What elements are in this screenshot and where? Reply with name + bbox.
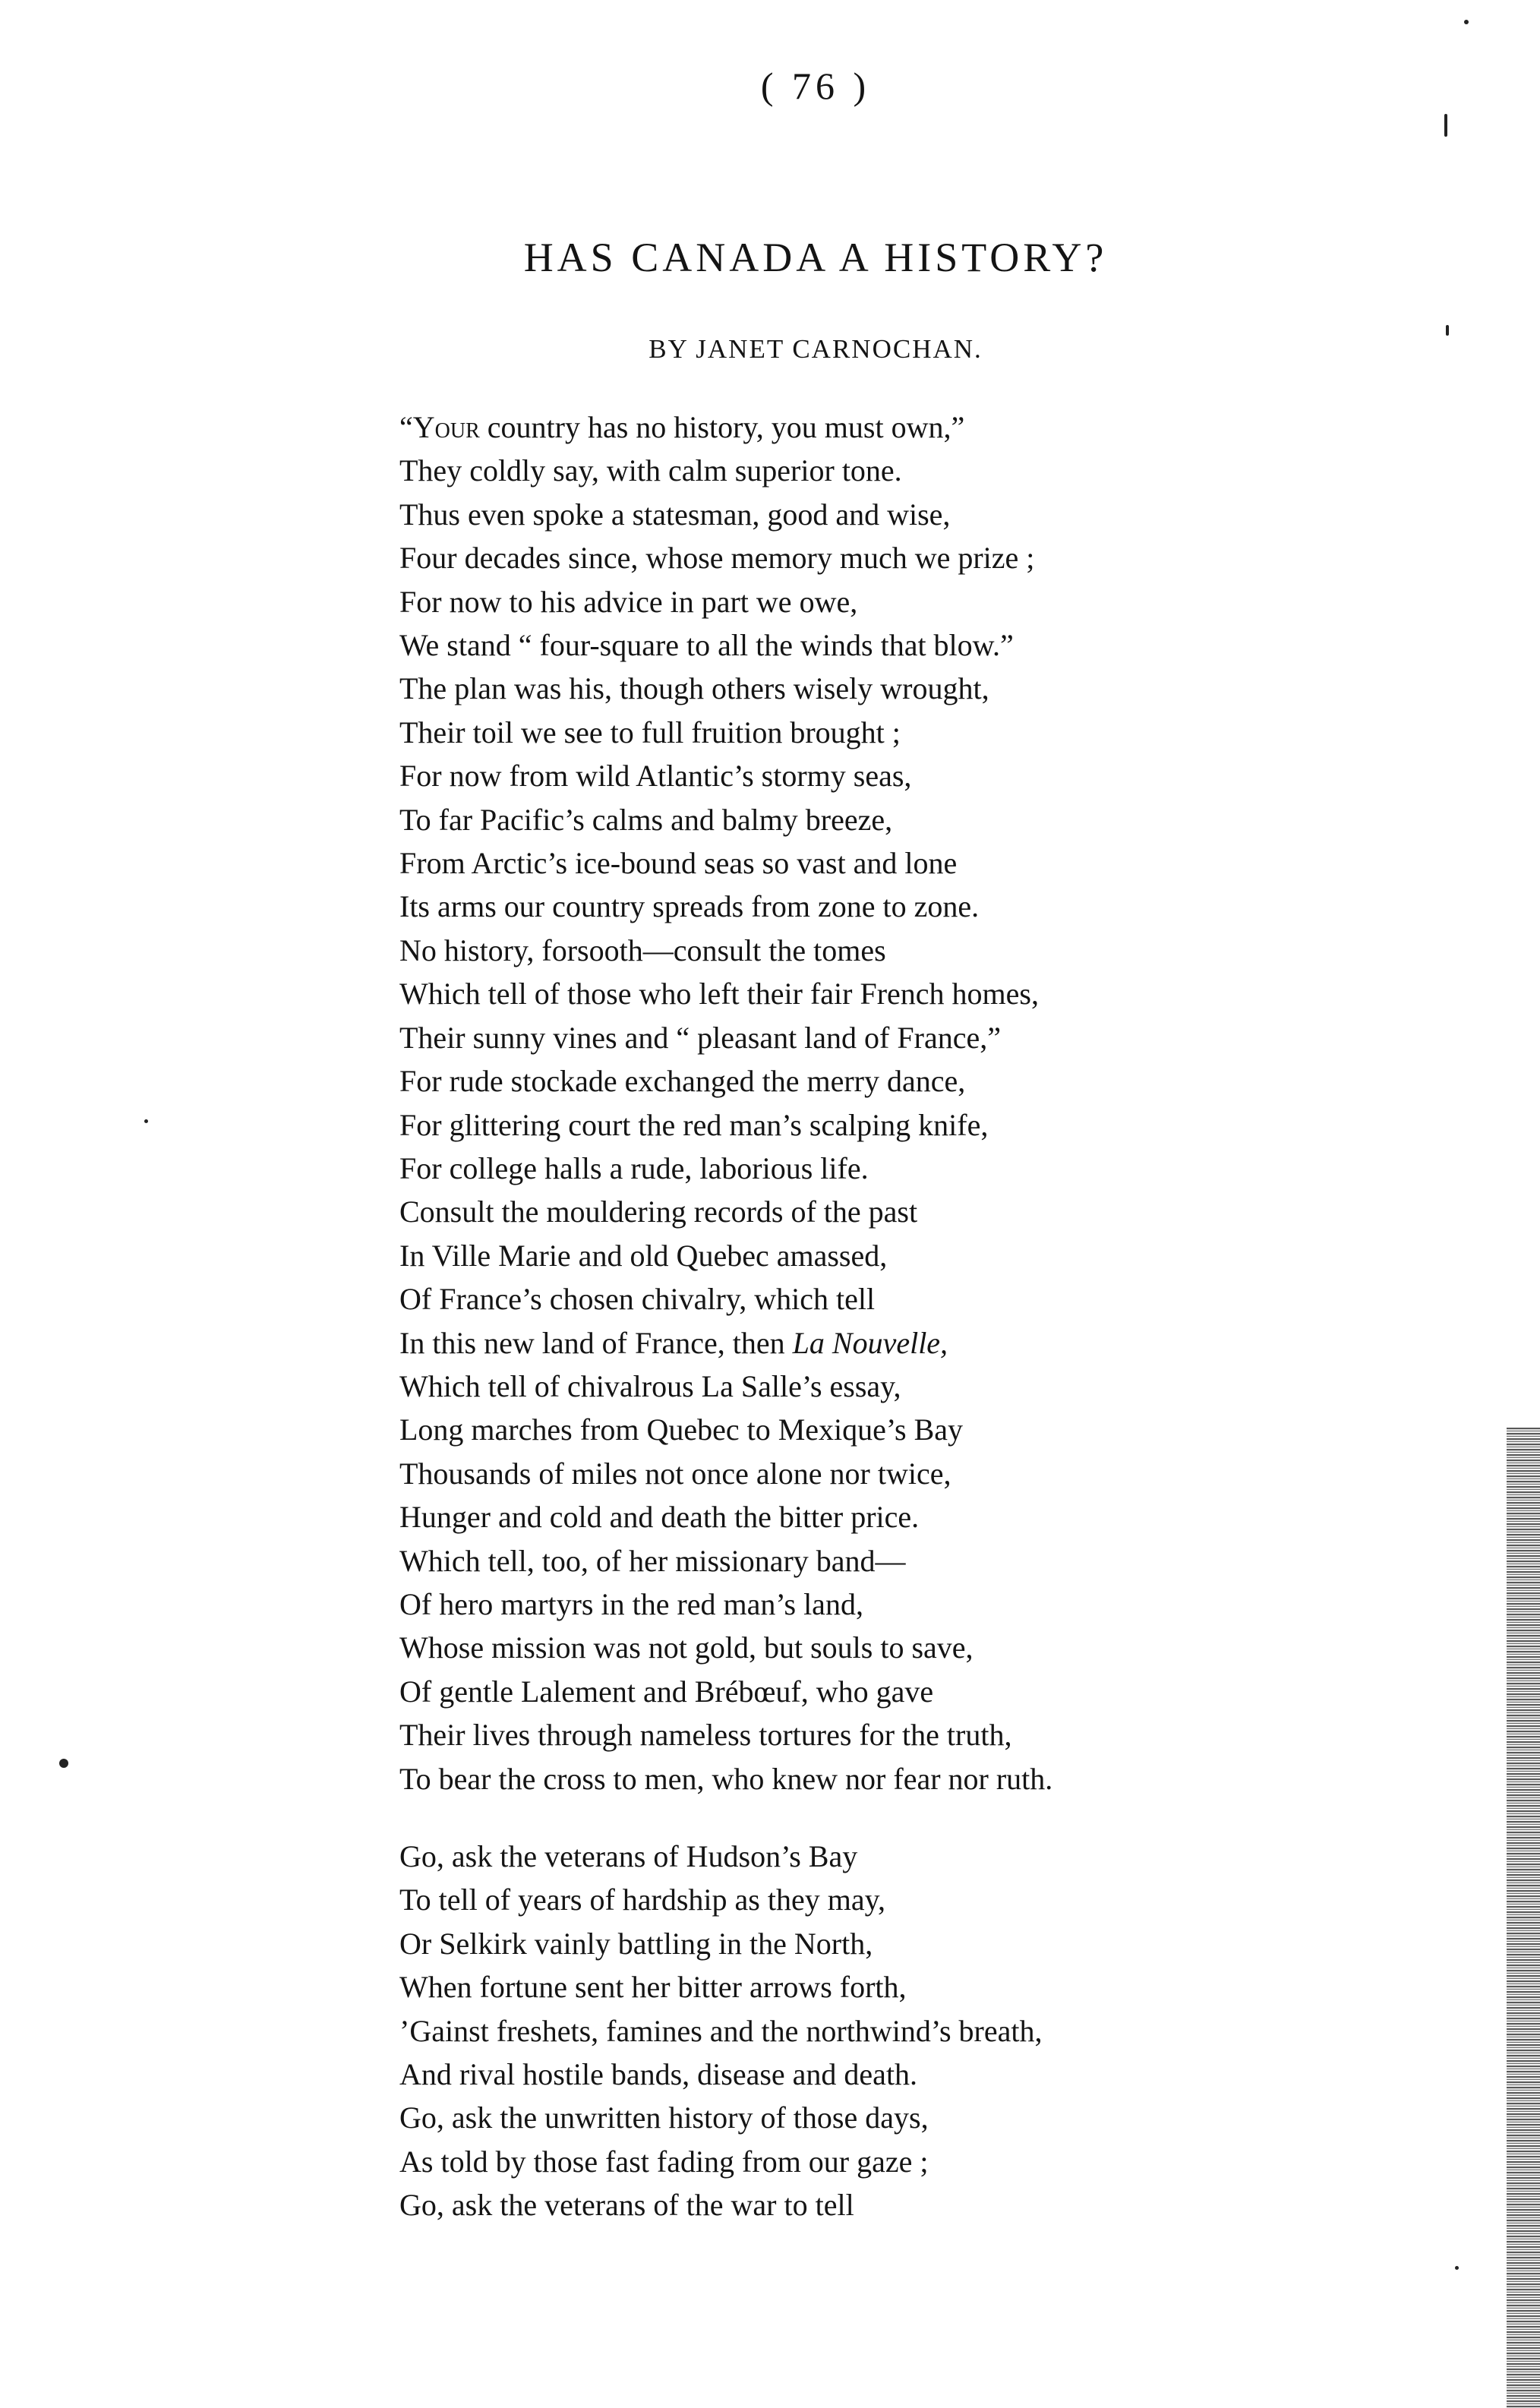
line-text: Long marches from Quebec to Mexique’s Bay (399, 1412, 964, 1447)
line-text: Thus even spoke a statesman, good and wise, (399, 497, 951, 532)
poem-line (399, 841, 1311, 885)
poem-line (399, 754, 1311, 797)
poem-line (399, 1059, 1311, 1103)
ink-speck (144, 1119, 148, 1123)
poem-line (399, 1878, 1311, 1921)
line-italic: La Nouvelle, (792, 1325, 948, 1360)
poem-title: HAS CANADA A HISTORY? (523, 235, 1108, 280)
poem-line (399, 1583, 1311, 1626)
poem-line (399, 1452, 1311, 1495)
line-text: Their sunny vines and “ pleasant land of France,” (399, 1020, 1001, 1055)
line-text: Go, ask the veterans of Hudson’s Bay (399, 1839, 858, 1873)
poem-line (399, 1103, 1311, 1147)
line-text: From Arctic’s ice-bound seas so vast and lone (399, 846, 958, 881)
line-text: As told by those fast fading from our gaze ; (399, 2144, 929, 2179)
line-text: To tell of years of hardship as they may, (399, 1883, 885, 1917)
line-text: ’Gainst freshets, famines and the northwind’s breath, (399, 2013, 1043, 2048)
ink-speck (1444, 114, 1447, 137)
line-text: Its arms our country spreads from zone to zone. (399, 889, 980, 924)
poem-line (399, 1190, 1311, 1233)
line-text: Four decades since, whose memory much we prize ; (399, 541, 1035, 576)
poem-line (399, 1713, 1311, 1756)
line-text: The plan was his, though others wisely wrought, (399, 671, 989, 706)
ink-speck (1455, 2266, 1459, 2270)
poem-line (399, 449, 1311, 492)
poem-line (399, 2183, 1311, 2227)
poem-line (399, 885, 1311, 928)
poem-line (399, 972, 1311, 1015)
poem-body (399, 406, 1311, 2227)
line-text: No history, forsooth—consult the tomes (399, 933, 886, 967)
line-text: In this new land of France, then (399, 1325, 793, 1360)
line-text: For glittering court the red man’s scalping knife, (399, 1107, 989, 1142)
line-text: Consult the mouldering records of the past (399, 1195, 918, 1229)
poem-line (399, 1408, 1311, 1451)
poem-line (399, 1147, 1311, 1190)
line-text: Or Selkirk vainly battling in the North, (399, 1926, 873, 1961)
stanza (399, 1835, 1311, 2227)
ink-speck (59, 1759, 68, 1768)
line-text: And rival hostile bands, disease and death. (399, 2057, 918, 2092)
poem-line (399, 623, 1311, 667)
poem-line (399, 1539, 1311, 1583)
poem-line (399, 1016, 1311, 1059)
line-text: Hunger and cold and death the bitter price. (399, 1500, 920, 1535)
ink-speck (1464, 20, 1469, 24)
poem-line (399, 1365, 1311, 1408)
line-text: Whose mission was not gold, but souls to save, (399, 1630, 974, 1665)
poem-line (399, 667, 1311, 710)
line-text: We stand “ four-square to all the winds that blow.” (399, 628, 1014, 663)
poem-line (399, 2009, 1311, 2053)
poem-line (399, 1277, 1311, 1321)
poem-line (399, 1321, 1311, 1365)
line-text: For college halls a rude, laborious life. (399, 1150, 869, 1185)
poem-line (399, 536, 1311, 579)
line-text: Of gentle Lalement and Brébœuf, who gave (399, 1674, 934, 1709)
line-text: Which tell, too, of her missionary band— (399, 1543, 906, 1578)
line-text: Thousands of miles not once alone nor twice, (399, 1456, 951, 1491)
line-text: country has no history, you must own,” (479, 410, 965, 444)
line-text: In Ville Marie and old Quebec amassed, (399, 1238, 888, 1273)
line-text: Go, ask the veterans of the war to tell (399, 2188, 854, 2223)
line-text: For now from wild Atlantic’s stormy seas, (399, 759, 912, 794)
line-text: They coldly say, with calm superior tone. (399, 453, 902, 488)
poem-line (399, 1757, 1311, 1800)
poem-line (399, 1495, 1311, 1539)
ink-speck (1446, 325, 1449, 336)
stanza (399, 406, 1311, 1800)
line-open-quote: “ (399, 410, 413, 444)
line-text: Go, ask the unwritten history of those days, (399, 2100, 929, 2135)
line-text: To bear the cross to men, who knew nor fear nor ruth. (399, 1761, 1053, 1796)
line-text: For now to his advice in part we owe, (399, 584, 858, 619)
poem-line (399, 1922, 1311, 1965)
poem-line (399, 493, 1311, 536)
line-text: Their toil we see to full fruition brought ; (399, 715, 901, 750)
line-text: Of hero martyrs in the red man’s land, (399, 1586, 863, 1621)
poem-line (399, 2096, 1311, 2139)
page-number: ( 76 ) (760, 65, 871, 107)
line-text: For rude stockade exchanged the merry dance, (399, 1064, 966, 1099)
line-text: Which tell of those who left their fair French homes, (399, 977, 1039, 1011)
poem-line (399, 1835, 1311, 1878)
poem-line (399, 1670, 1311, 1713)
byline: BY JANET CARNOCHAN. (649, 334, 983, 364)
line-text: Their lives through nameless tortures for the truth, (399, 1718, 1012, 1753)
poem-line (399, 798, 1311, 841)
line-small-caps: Your (412, 410, 480, 444)
poem-line (399, 1234, 1311, 1277)
poem-line (399, 711, 1311, 754)
binding-edge (1507, 1428, 1540, 2408)
poem-line (399, 2140, 1311, 2183)
poem-line (399, 929, 1311, 972)
poem-line (399, 1965, 1311, 2009)
poem-line (399, 580, 1311, 623)
line-text: To far Pacific’s calms and balmy breeze, (399, 802, 893, 837)
line-text: When fortune sent her bitter arrows forth, (399, 1970, 907, 2005)
line-text: Of France’s chosen chivalry, which tell (399, 1282, 876, 1317)
poem-line (399, 2053, 1311, 2096)
poem-line (399, 406, 1311, 449)
poem-line (399, 1626, 1311, 1669)
line-text: Which tell of chivalrous La Salle’s essay, (399, 1368, 901, 1403)
